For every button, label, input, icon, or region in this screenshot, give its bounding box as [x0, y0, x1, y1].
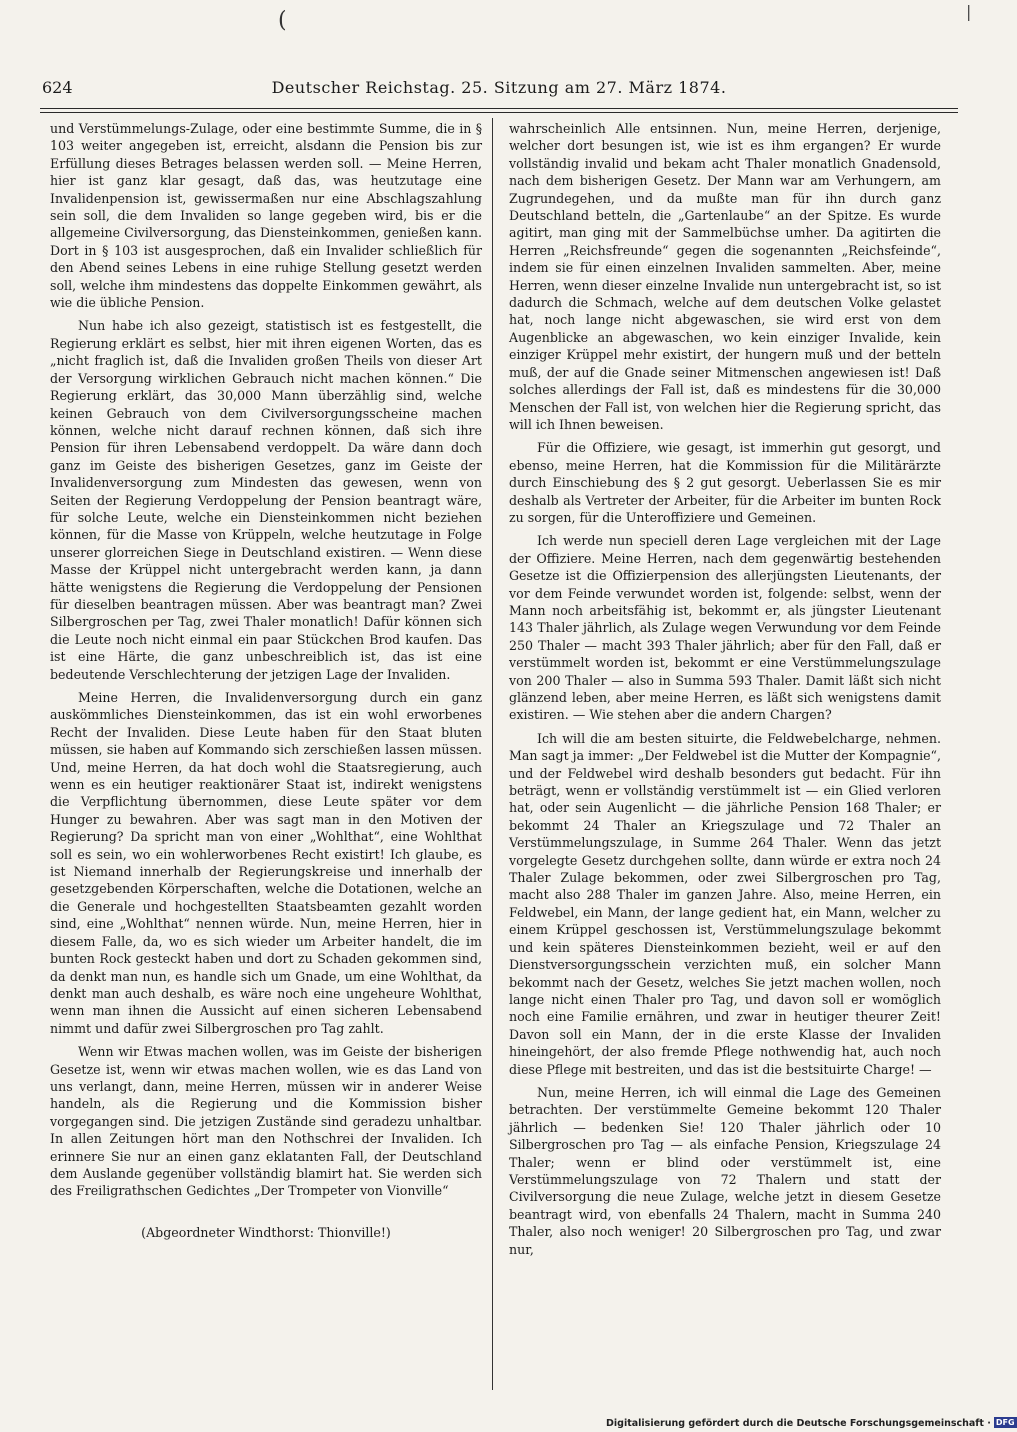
page-number: 624	[42, 78, 73, 97]
paragraph: Ich werde nun speciell deren Lage vergleichen mit der Lage der Offiziere. Meine Herren, nach dem gegenwärtig bestehenden Gesetze ist die Offizierpension des allerjüngsten Lieutenants, der vor dem Feinde verwundet worden ist, folgende: selbst, wenn der Mann noch arbeitsfähig ist, bekommt er, als jüngster Lieutenant 143 Thaler jährlich, als Zulage wegen Verwundung vor dem Feinde 250 Thaler — macht 393 Thaler jährlich; aber für den Fall, daß er verstümmelt worden ist, bekommt er eine Verstümmelungszulage von 200 Thaler — also in Summa 593 Thaler. Damit läßt sich nicht glänzend leben, aber meine Herren, es läßt sich wenigstens damit existiren. — Wie stehen aber die andern Chargen?	[509, 533, 941, 723]
paragraph: Für die Offiziere, wie gesagt, ist immerhin gut gesorgt, und ebenso, meine Herren, hat die Kommission für die Militärärzte durch Einschiebung des § 2 gut gesorgt. Ueberlassen Sie es mir deshalb als Vertreter der Arbeiter, für die Arbeiter im bunten Rock zu sorgen, für die Unteroffiziere und Gemeinen.	[509, 440, 941, 525]
paragraph: Nun habe ich also gezeigt, statistisch ist es festgestellt, die Regierung erklärt es selbst, hier mit ihren eigenen Worten, das es „nicht fraglich ist, daß die Invaliden großen Theils von dieser Art der Versorgung wirklichen Gebrauch nicht machen können.“ Die Regierung erklärt, das 30,000 Mann überzählig sind, welche keinen Gebrauch von dem Civilversorgungsscheine machen können, welche nicht darauf rechnen können, daß sich ihre Pension für ihren Lebensabend verdoppelt. Da wäre dann doch ganz im Geiste des bisherigen Gesetzes, ganz im Geiste der Invalidenversorgung zum Mindesten das gewesen, wenn von Seiten der Regierung Verdoppelung der Pension beantragt wäre, für solche Leute, welche ein Diensteinkommen nicht beziehen können, für die Masse von Krüppeln, welche heutzutage in Folge unserer glorreichen Siege in Deutschland existiren. — Wenn diese Masse der Krüppel nicht untergebracht werden kann, ja dann hätte wenigstens die Regierung die Verdoppelung der Pensionen für dieselben beantragen müssen. Aber was beantragt man? Zwei Silbergroschen per Tag, zwei Thaler monatlich! Dafür können sich die Leute noch nicht einmal ein paar Stückchen Brod kaufen. Das ist eine Härte, die ganz unbeschreiblich ist, das ist eine bedeutende Verschlechterung der jetzigen Lage der Invaliden.	[50, 318, 482, 682]
credit-text: Digitalisierung gefördert durch die Deutsche Forschungsgemeinschaft ·	[606, 1418, 991, 1429]
header-rule	[40, 108, 958, 109]
paragraph: Ich will die am besten situirte, die Feldwebelcharge, nehmen. Man sagt ja immer: „Der Feldwebel ist die Mutter der Kompagnie“, und der Feldwebel wird deshalb besonders gut bedacht. Für ihn beträgt, wenn er vollständig verstümmelt ist — ein Glied verloren hat, oder sein Augenlicht — die jährliche Pension 168 Thaler; er bekommt 24 Thaler an Kriegszulage und 72 Thaler an Verstümmelungszulage, in Summe 264 Thaler. Wenn das jetzt vorgelegte Gesetz durchgehen sollte, dann würde er extra noch 24 Thaler Zulage bekommen, oder zwei Silbergroschen pro Tag, macht also 288 Thaler im ganzen Jahre. Also, meine Herren, ein Feldwebel, ein Mann, der lange gedient hat, ein Mann, welcher zu einem Krüppel geschossen ist, Verstümmelungszulage bekommt und kein späteres Diensteinkommen bezieht, weil er auf den Dienstversorgungsschein verzichten muß, ein solcher Mann bekommt nach der Gesetz, welches Sie jetzt machen wollen, noch lange nicht einen Thaler pro Tag, und davon soll er womöglich noch eine Familie ernähren, und zwar in heutiger theurer Zeit! Davon soll ein Mann, der in die erste Klasse der Invaliden hineingehört, der also fremde Pflege nothwendig hat, auch noch diese Pflege mit bestreiten, und das ist die bestsituirte Charge! —	[509, 730, 941, 1077]
running-head: Deutscher Reichstag. 25. Sitzung am 27. März 1874.	[271, 78, 727, 97]
paragraph: wahrscheinlich Alle entsinnen. Nun, meine Herren, derjenige, welcher dort besungen ist, wie ist es ihm ergangen? Er wurde vollständig invalid und bekam acht Thaler monatlich Gnadensold, nach dem bisherigen Gesetz. Der Mann war am Verhungern, am Zugrundegehen, und da mußte man für ihn durch ganz Deutschland betteln, die „Gartenlaube“ an der Spitze. Es wurde agitirt, man ging mit der Sammelbüchse umher. Da agitirten die Herren „Reichsfreunde“ gegen die sogenannten „Reichsfeinde“, indem sie für einen einzelnen Invaliden sammelten. Aber, meine Herren, wenn dieser einzelne Invalide nun untergebracht ist, so ist dadurch die Schmach, welche auf dem deutschen Volke gelastet hat, noch lange nicht abgewaschen, sie wird erst von dem Augenblicke an abgewaschen, wo kein einziger Invalide, kein einziger Krüppel mehr existirt, der hungern muß und der betteln muß, der auf die Gnade seiner Mitmenschen angewiesen ist! Daß solches allerdings der Fall ist, daß es mindestens für die 30,000 Menschen der Fall ist, von welchen hier die Regierung spricht, das will ich Ihnen beweisen.	[509, 121, 941, 432]
margin-mark-corner: |	[966, 2, 972, 21]
interjection: (Abgeordneter Windthorst: Thionville!)	[141, 1224, 391, 1240]
page-header	[42, 72, 956, 104]
paragraph: Nun, meine Herren, ich will einmal die Lage des Gemeinen betrachten. Der verstümmelte Gemeine bekommt 120 Thaler jährlich — bedenken Sie! 120 Thaler jährlich oder 10 Silbergroschen pro Tag — als einfache Pension, Kriegszulage 24 Thaler; wenn er blind oder verstümmelt ist, eine Verstümmelungszulage von 72 Thalern und statt der Civilversorgung die neue Zulage, welche jetzt in diesem Gesetze beantragt wird, von ebenfalls 24 Thalern, macht in Summa 240 Thaler, also noch weniger! 20 Silbergroschen pro Tag, und zwar nur,	[509, 1084, 941, 1257]
left-column	[50, 120, 482, 1385]
dfg-logo: DFG	[995, 1418, 1015, 1427]
paragraph: und Verstümmelungs-Zulage, oder eine bestimmte Summe, die in § 103 weiter angegeben ist, erreicht, alsdann die Pension bis zur Erfüllung dieses Betrages belassen werden soll. — Meine Herren, hier ist ganz klar gesagt, daß das, was heutzutage eine Invalidenpension ist, gewissermaßen nur eine Abschlagszahlung sein soll, die dem Invaliden so lange gegeben wird, bis er die allgemeine Civilversorgung, das Diensteinkommen, genießen kann. Dort in § 103 ist ausgesprochen, daß ein Invalider schließlich für den Abend seines Lebens in eine ruhige Stellung gesetzt werden soll, welche ihm mindestens das doppelte Einkommen gewährt, als wie die übliche Pension.	[50, 121, 482, 311]
digitization-credit	[606, 1417, 1015, 1430]
paragraph: Wenn wir Etwas machen wollen, was im Geiste der bisherigen Gesetze ist, wenn wir etwas machen wollen, wie es das Land von uns verlangt, dann, meine Herren, müssen wir in anderer Weise handeln, als die Regierung und die Kommission bisher vorgegangen sind. Die jetzigen Zustände sind geradezu unhaltbar. In allen Zeitungen hört man den Nothschrei der Invaliden. Ich erinnere Sie nur an einen ganz eklatanten Fall, der Deutschland dem Auslande gegenüber vollständig blamirt hat. Sie werden sich des Freiligrathschen Gedichtes „Der Trompeter von Vionville“	[50, 1044, 482, 1199]
right-column	[509, 120, 941, 1385]
header-rule-thin	[40, 112, 958, 113]
paragraph: Meine Herren, die Invalidenversorgung durch ein ganz auskömmliches Diensteinkommen, das ist ein wohl erworbenes Recht der Invaliden. Diese Leute haben für den Staat bluten müssen, sie haben auf Kommando sich zerschießen lassen müssen. Und, meine Herren, da hat doch wohl die Staatsregierung, auch wenn es ein heutiger reaktionärer Staat ist, indirekt wenigstens die Verpflichtung übernommen, diese Leute später vor dem Hunger zu bewahren. Aber was sagt man in den Motiven der Regierung? Da spricht man von einer „Wohlthat“, eine Wohlthat soll es sein, wo ein wohlerworbenes Recht existirt! Ich glaube, es ist Niemand innerhalb der Regierungskreise und innerhalb der gesetzgebenden Körperschaften, welche die Dotationen, welche an die Generale und hochgestellten Staatsbeamten gezahlt worden sind, eine „Wohlthat“ nennen würde. Nun, meine Herren, hier in diesem Falle, da, wo es sich wieder um Arbeiter handelt, die im bunten Rock gesteckt haben und dort zu Schaden gekommen sind, da denkt man nun, es handle sich um Gnade, um eine Wohlthat, da denkt man auch deshalb, es wäre noch eine ungeheure Wohlthat, wenn man ihnen die Aussicht auf einen sicheren Lebensabend nimmt und dafür zwei Silbergroschen pro Tag zahlt.	[50, 690, 482, 1036]
margin-mark-top: (	[278, 8, 287, 33]
column-divider	[492, 118, 493, 1390]
